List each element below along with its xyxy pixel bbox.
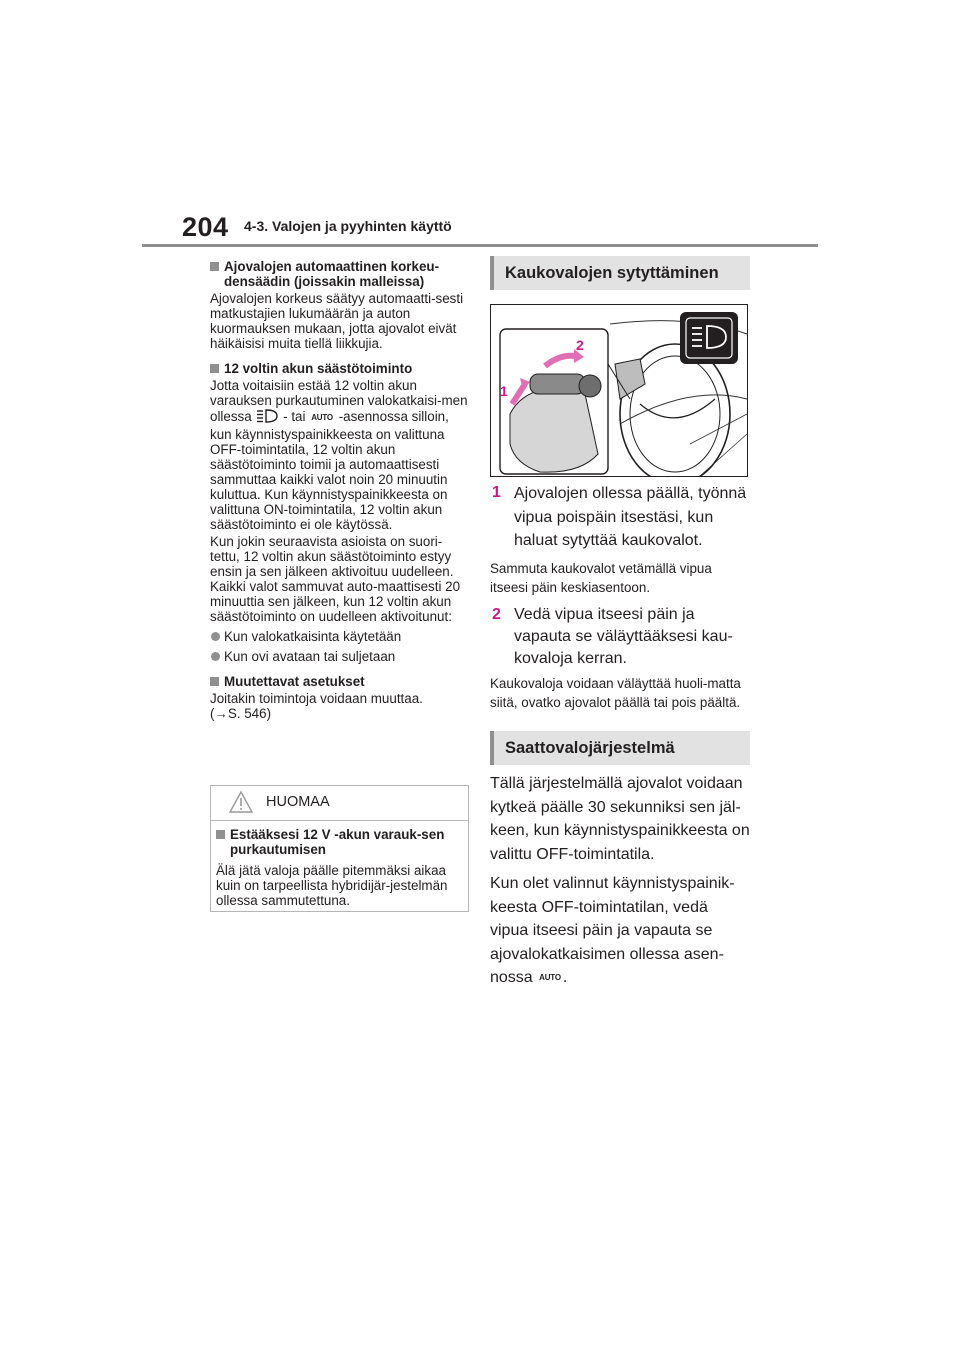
escort-body-1: Tällä järjestelmällä ajovalot voidaan kytkeä päälle 30 sekunniksi sen jäl-keen, kun käynnistyspainikkeesta on valittu OFF-toimintatila. xyxy=(490,775,750,863)
battery-saver-section xyxy=(210,361,470,664)
escort-body-2 xyxy=(490,872,750,990)
step-1 xyxy=(490,482,752,553)
section-title: 4-3. Valojen ja pyyhinten käyttö xyxy=(244,218,452,234)
escort-period: . xyxy=(562,969,568,986)
notice-header xyxy=(211,786,468,820)
battery-saver-text-tai: - tai xyxy=(283,409,306,425)
notice-title: HUOMAA xyxy=(266,794,330,810)
notice-body xyxy=(216,822,461,908)
reference-arrow-icon: → xyxy=(214,706,228,721)
notice-divider xyxy=(211,820,468,821)
battery-saver-heading: 12 voltin akun säästötoiminto xyxy=(210,361,470,376)
step-2 xyxy=(490,604,752,670)
step-2-text: Vedä vipua itseesi päin ja vapauta se väläyttääksesi kau-kovaloja kerran. xyxy=(514,605,733,667)
battery-saver-text-2: -asennossa silloin, kun käynnistyspainikkeesta on valittuna OFF-toimintatila, 12 voltin akun säästötoiminto toimii ja automaattisesti sammuttaa kaikki valot noin 20 minuutin kuluttua. Kun käynnistyspainikkeesta on valittuna ON-toimintatila, 12 voltin akun säästötoiminto ei ole käytössä. xyxy=(210,409,449,532)
auto-icon: AUTO xyxy=(539,973,561,983)
high-beam-heading: Kaukovalojen sytyttäminen xyxy=(490,256,750,290)
notice-heading: Estääksesi 12 V -akun varauk-sen purkautumisen xyxy=(216,827,461,857)
header-divider xyxy=(142,244,818,247)
bullet-item: Kun ovi avataan tai suljetaan xyxy=(210,649,470,664)
escort-section xyxy=(490,731,750,990)
notice-box xyxy=(210,785,469,912)
warning-triangle-icon xyxy=(228,790,254,819)
settings-body: Joitakin toimintoja voidaan muuttaa. (→S. 546) xyxy=(210,691,423,721)
settings-heading: Muutettavat asetukset xyxy=(210,674,470,689)
settings-body-text: Joitakin toimintoja voidaan muuttaa. xyxy=(210,691,423,706)
step-1-number: 1 xyxy=(492,484,501,501)
bullet-item: Kun valokatkaisinta käytetään xyxy=(210,629,470,644)
settings-section xyxy=(210,674,470,721)
page-reference[interactable]: S. 546 xyxy=(227,706,267,721)
illustration-label-1: 1 xyxy=(500,383,508,399)
high-beam-steps xyxy=(490,482,752,712)
lever-illustration xyxy=(490,304,748,477)
auto-leveling-heading: Ajovalojen automaattinen korkeu-densäädin (joissakin malleissa) xyxy=(210,259,470,289)
auto-leveling-body: Ajovalojen korkeus säätyy automaatti-sesti matkustajien lukumäärän ja auton kuormauksen mukaan, jotta ajovalot eivät häikäisisi muita tiellä liikkujia. xyxy=(210,291,464,351)
notice-text: Älä jätä valoja päälle pitemmäksi aikaa kuin on tarpeellista hybridijär-jestelmän ollessa sammutettuna. xyxy=(216,863,448,908)
step-2-number: 2 xyxy=(492,605,501,623)
step-1-text: Ajovalojen ollessa päällä, työnnä vipua poispäin itsestäsi, kun haluat sytyttää kaukovalot. xyxy=(514,485,747,549)
escort-body-2-text: Kun olet valinnut käynnistyspainik-keesta OFF-toimintatilan, vedä vipua itseesi päin ja vapauta se ajovalokatkaisimen ollessa asen-nossa xyxy=(490,875,735,986)
left-column xyxy=(210,254,470,731)
step-1-note: Sammuta kaukovalot vetämällä vipua itseesi päin keskiasentoon. xyxy=(490,560,712,595)
escort-heading: Saattovalojärjestelmä xyxy=(490,731,750,765)
step-2-note: Kaukovaloja voidaan väläyttää huoli-matta siitä, ovatko ajovalot päällä tai pois päältä. xyxy=(490,675,741,710)
headlight-icon xyxy=(255,408,279,427)
battery-saver-body-3: Kun jokin seuraavista asioista on suori-tettu, 12 voltin akun säästötoiminto estyy ensin ja sen jälkeen aktivoituu uudelleen. Kaikki valot sammuvat auto-maattisesti 20 minuuttia sen jälkeen, kun 12 voltin akun säästötoiminto on uudelleen aktivoitunut: xyxy=(210,534,461,624)
page-number: 204 xyxy=(182,212,229,242)
auto-icon: AUTO xyxy=(311,413,333,422)
auto-leveling-section xyxy=(210,259,470,351)
right-column xyxy=(490,256,750,290)
battery-saver-text-1: Jotta voitaisiin estää 12 voltin akun varauksen purkautuminen valokatkaisi-men ollessa xyxy=(210,378,468,425)
battery-saver-body xyxy=(210,378,470,532)
illustration-label-2: 2 xyxy=(576,337,584,353)
